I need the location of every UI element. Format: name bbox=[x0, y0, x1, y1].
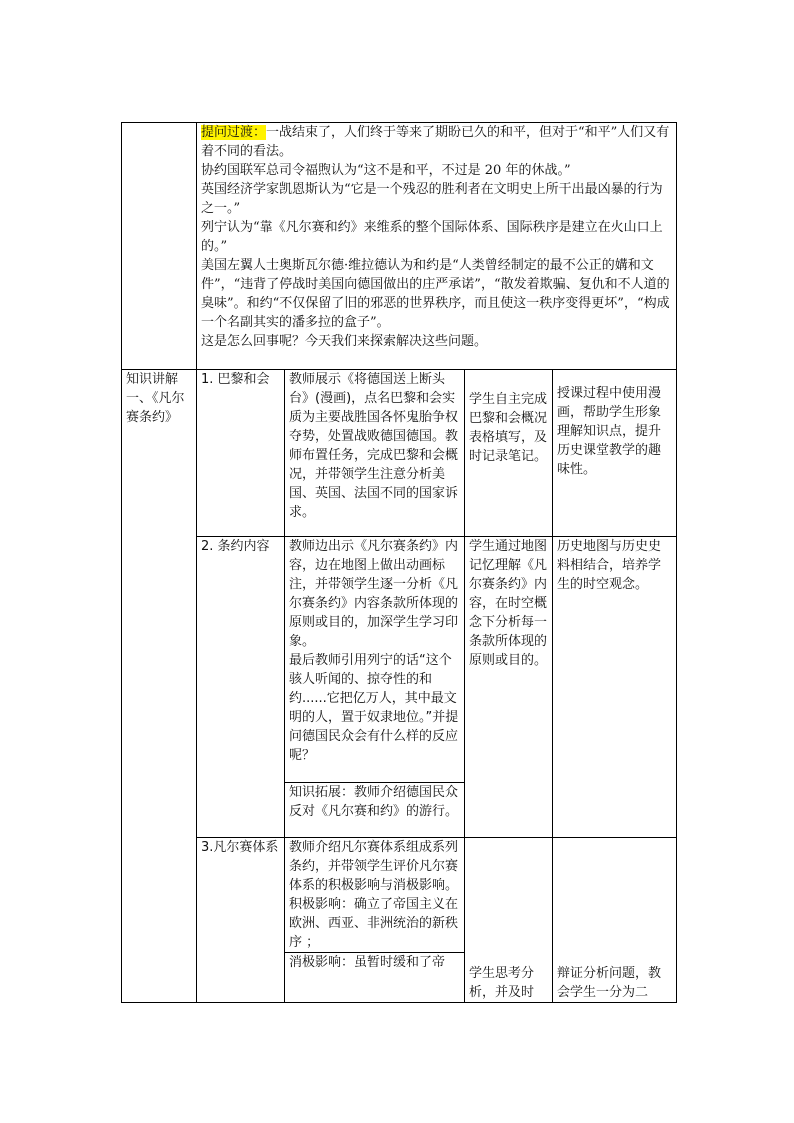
row-versailles-system bbox=[122, 838, 677, 1003]
teacher-extension-treaty: 知识拓展：教师介绍德国民众反对《凡尔赛和约》的游行。 bbox=[285, 783, 465, 838]
intro-highlight-label: 提问过渡： bbox=[201, 125, 267, 140]
design-intent-system: 辩证分析问题，教会学生一分为二 bbox=[553, 838, 677, 1003]
row-treaty-content bbox=[122, 537, 677, 783]
system-negative-line: 消极影响：虽暂时缓和了帝 bbox=[285, 952, 464, 972]
teacher-activity-system: 教师介绍凡尔赛体系组成系列条约，并带领学生评价凡尔赛体系的积极影响与消极影响。 积极影响：确立了帝国主义在欧洲、西亚、非洲统治的新秩序 ； 消极影响：虽暂时缓和了帝 bbox=[285, 838, 465, 1003]
intro-line-4: 美国左翼人士奥斯瓦尔德·维拉德认为和约是“人类曾经制定的最不公正的媾和文件”，“违背了停战时美国向德国做出的庄严承诺”，“散发着欺骗、复仇和不人道的臭味”。和约“不仅保留了旧的邪恶的世界秩序，而且使这一秩序变得更坏”，“构成一个名副其实的潘多拉的盒子”。 bbox=[201, 258, 670, 330]
intro-row bbox=[122, 123, 677, 370]
intro-line-2: 英国经济学家凯恩斯认为“它是一个残忍的胜利者在文明史上所干出最凶暴的行为之一。” bbox=[201, 182, 663, 216]
topic-treaty-content: 2. 条约内容 bbox=[197, 537, 285, 838]
intro-line-1: 协约国联军总司令福煦认为“这不是和平，不过是 20 年的休战。” bbox=[201, 163, 571, 178]
topic-paris-conference: 1. 巴黎和会 bbox=[197, 370, 285, 537]
design-intent-paris: 授课过程中使用漫画，帮助学生形象理解知识点，提升历史课堂教学的趣味性。 bbox=[553, 370, 677, 537]
student-activity-treaty: 学生通过地图记忆理解《凡尔赛条约》内容，在时空概念下分析每一条款所体现的原则或目的。 bbox=[465, 537, 553, 838]
teacher-activity-treaty: 教师边出示《凡尔赛条约》内容，边在地图上做出动画标注，并带领学生逐一分析《凡尔赛条约》内容条款所体现的原则或目的，加深学生学习印象。 最后教师引用列宁的话“这个骇人听闻的、掠夺性的和约......它把亿万人，其中最文明的人，置于奴隶地位。”并提问德国民众会有什么样的反应呢？ bbox=[285, 537, 465, 783]
intro-line-0: 提问过渡：一战结束了，人们终于等来了期盼已久的和平，但对于“和平”人们又有着不同的看法。 bbox=[201, 125, 670, 159]
intro-line-5: 这是怎么回事呢？今天我们来探索解决这些问题。 bbox=[201, 334, 488, 349]
student-activity-system: 学生思考分析，并及时 bbox=[465, 838, 553, 1003]
design-intent-treaty: 历史地图与历史史料相结合，培养学生的时空观念。 bbox=[553, 537, 677, 838]
intro-cell bbox=[197, 123, 677, 370]
section-title: 知识讲解一、《凡尔赛条约》 bbox=[122, 370, 197, 1003]
lesson-plan-table bbox=[121, 122, 677, 1003]
topic-versailles-system: 3.凡尔赛体系 bbox=[197, 838, 285, 1003]
teacher-activity-paris: 教师展示《将德国送上断头台》(漫画)，点名巴黎和会实质为主要战胜国各怀鬼胎争权夺势，处置战败德国德国。教师布置任务，完成巴黎和会概况，并带领学生注意分析美国、英国、法国不同的国家诉求。 bbox=[285, 370, 465, 537]
student-activity-paris: 学生自主完成巴黎和会概况表格填写，及时记录笔记。 bbox=[465, 370, 553, 537]
intro-line-3: 列宁认为“靠《凡尔赛和约》来维系的整个国际体系、国际秩序是建立在火山口上的。” bbox=[201, 220, 663, 254]
row-paris-conference bbox=[122, 370, 677, 537]
